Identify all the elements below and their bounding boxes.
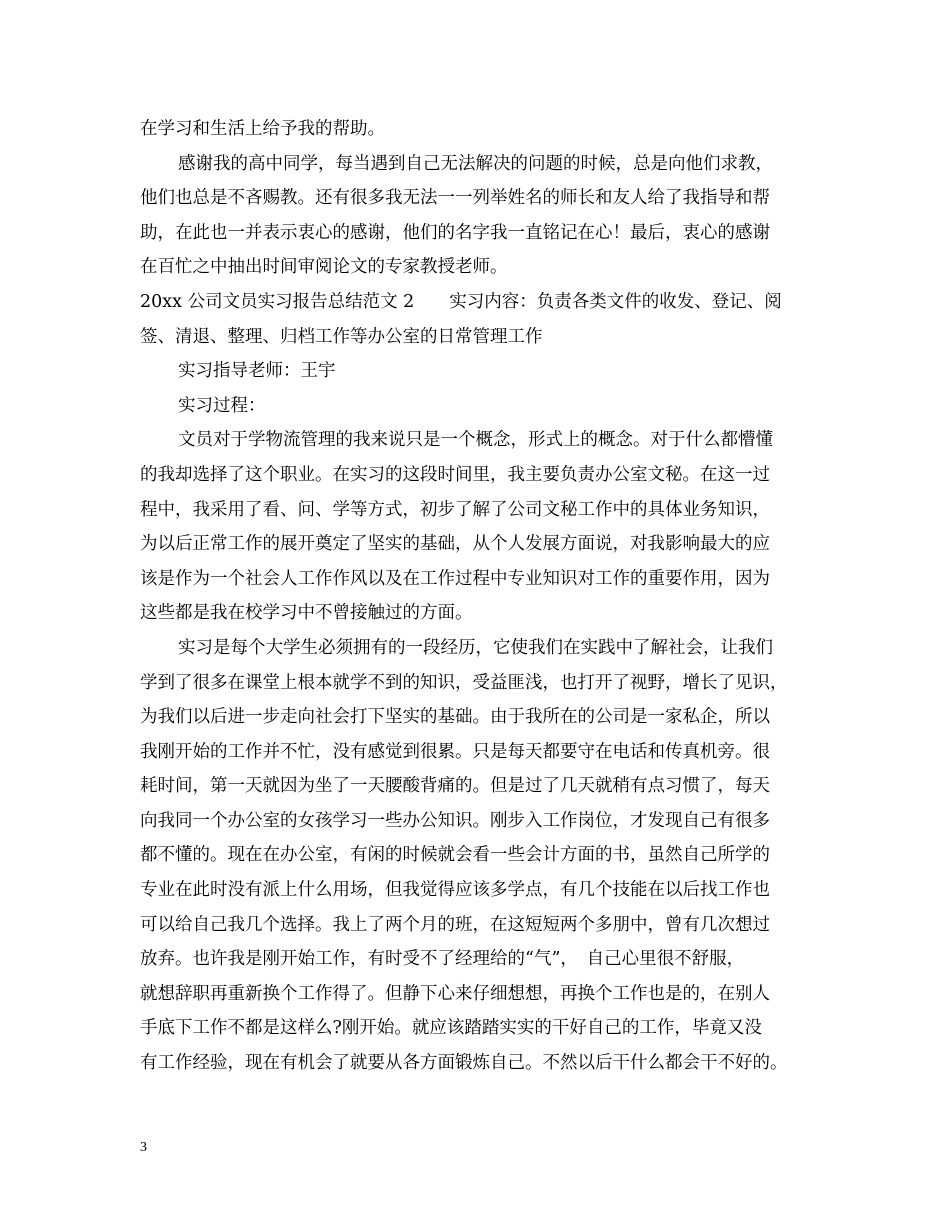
text-line: 为我们以后进一步走向社会打下坚实的基础。由于我所在的公司是一家私企，所以 (140, 707, 770, 728)
text-line: 向我同一个办公室的女孩学习一些办公知识。刚步入工作岗位，才发现自己有很多 (140, 810, 770, 831)
text-line: 为以后正常工作的展开奠定了坚实的基础，从个人发展方面说，对我影响最大的应 (140, 534, 770, 555)
text-line: 在百忙之中抽出时间审阅论文的专家教授老师。 (140, 257, 508, 278)
text-line: 放弃。也许我是刚开始工作，有时受不了经理给的“气”， 自己心里很不舒服， (140, 949, 745, 970)
text-line: 手底下工作不都是这样么?刚开始。就应该踏踏实实的干好自己的工作，毕竟又没 (140, 1018, 762, 1039)
text-line: 程中，我采用了看、问、学等方式，初步了解了公司文秘工作中的具体业务知识， (140, 499, 770, 520)
text-line: 都不懂的。现在在办公室，有闲的时候就会看一些会计方面的书，虽然自己所学的 (140, 845, 770, 866)
text-line: 该是作为一个社会人工作作风以及在工作过程中专业知识对工作的重要作用，因为 (140, 568, 770, 589)
text-line: 有工作经验，现在有机会了就要从各方面锻炼自己。不然以后干什么都会干不好的。 (140, 1053, 788, 1074)
text-line: 耗时间，第一天就因为坐了一天腰酸背痛的。但是过了几天就稍有点习惯了，每天 (140, 776, 770, 797)
text-line: 实习是每个大学生必须拥有的一段经历，它使我们在实践中了解社会，让我们 (178, 637, 773, 658)
text-line: 实习指导老师：王宇 (178, 361, 336, 382)
document-body (140, 112, 812, 1081)
text-line: 他们也总是不吝赐教。还有很多我无法一一列举姓名的师长和友人给了我指导和帮 (140, 188, 770, 209)
text-line: 感谢我的高中同学，每当遇到自己无法解决的问题的时候，总是向他们求教， (178, 153, 773, 174)
text-line: 实习过程： (178, 395, 266, 416)
text-line: 就想辞职再重新换个工作得了。但静下心来仔细想想，再换个工作也是的，在别人 (140, 983, 770, 1004)
text-line: 可以给自己我几个选择。我上了两个月的班，在这短短两个多朋中，曾有几次想过 (140, 914, 770, 935)
text-line: 学到了很多在课堂上根本就学不到的知识，受益匪浅，也打开了视野，增长了见识， (140, 672, 788, 693)
text-line: 在学习和生活上给予我的帮助。 (140, 119, 385, 139)
text-line: 文员对于学物流管理的我来说只是一个概念，形式上的概念。对于什么都懵懂 (178, 430, 773, 451)
text-line: 签、清退、整理、归档工作等办公室的日常管理工作 (140, 326, 543, 347)
text-line: 助，在此也一并表示衷心的感谢，他们的名字我一直铭记在心！最后，衷心的感谢 (140, 222, 770, 243)
text-line: 20xx 公司文员实习报告总结范文 2 实习内容：负责各类文件的收发、登记、阅 (140, 291, 782, 312)
text-line: 我刚开始的工作并不忙，没有感觉到很累。只是每天都要守在电话和传真机旁。很 (140, 741, 770, 762)
page-number: 3 (140, 1140, 147, 1155)
text-line: 的我却选择了这个职业。在实习的这段时间里，我主要负责办公室文秘。在这一过 (140, 464, 770, 485)
text-line: 这些都是我在校学习中不曾接触过的方面。 (140, 603, 473, 624)
text-line: 专业在此时没有派上什么用场，但我觉得应该多学点，有几个技能在以后找工作也 (140, 880, 770, 901)
